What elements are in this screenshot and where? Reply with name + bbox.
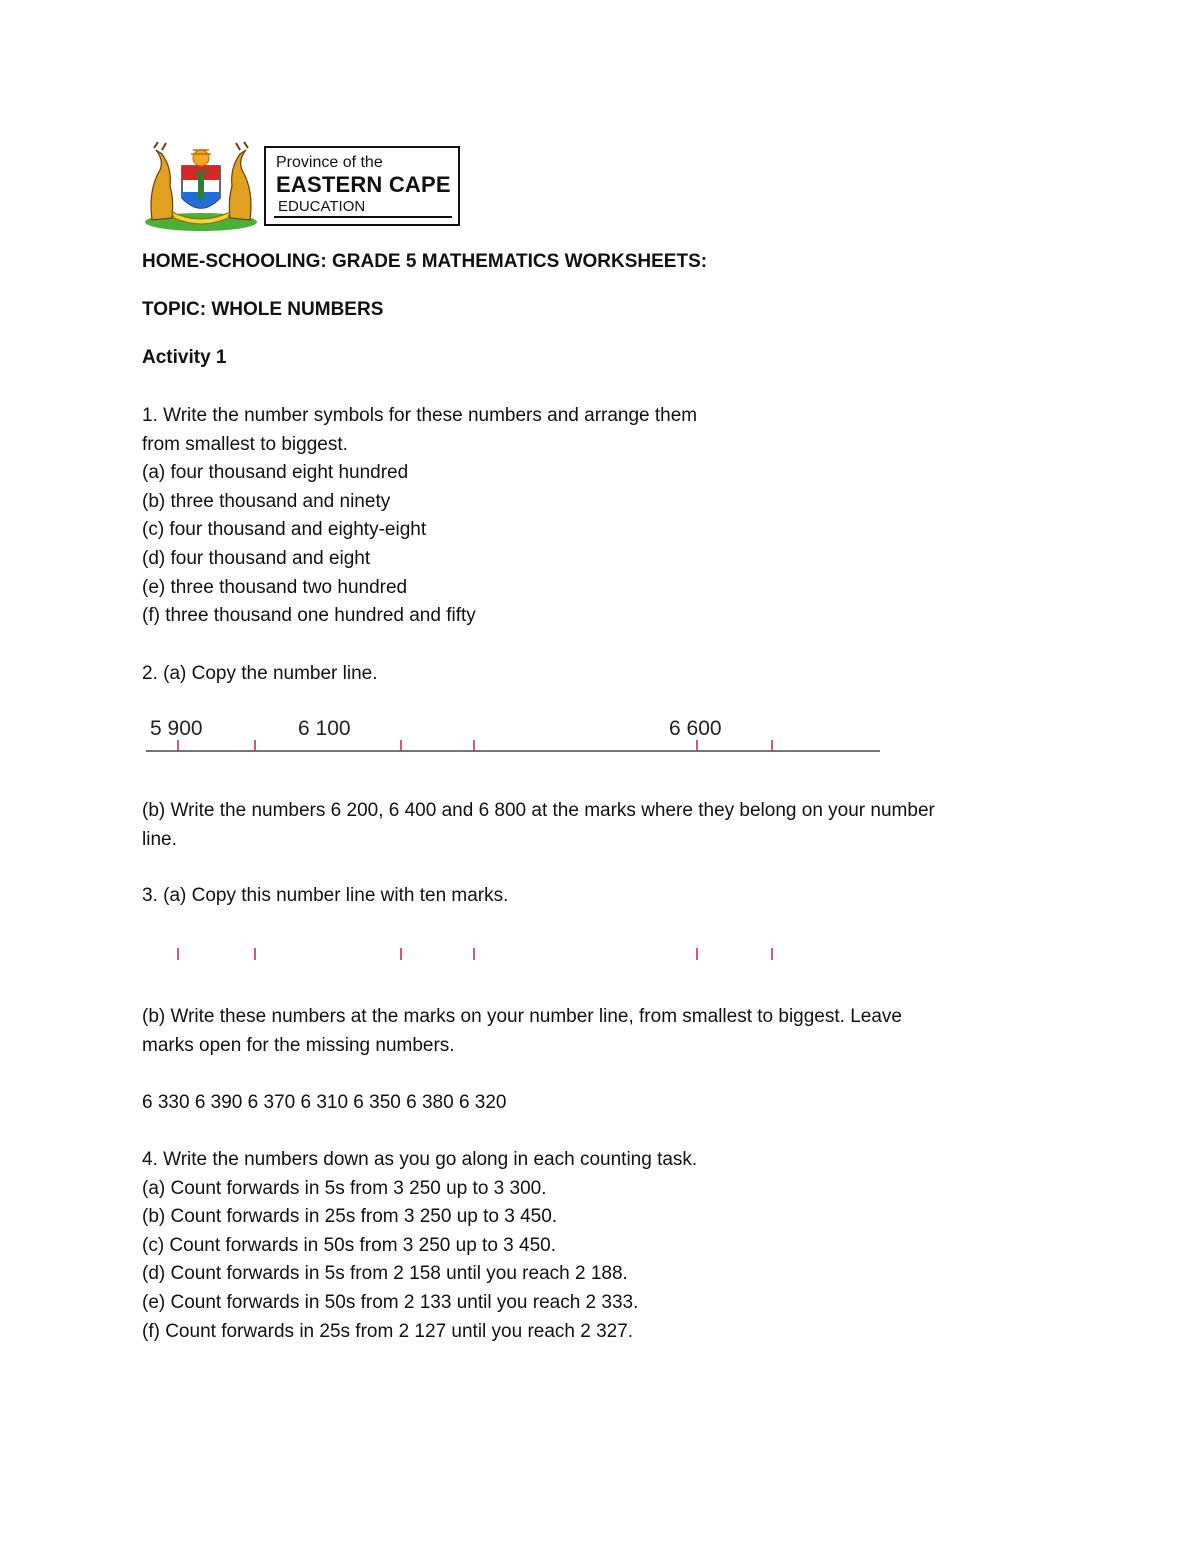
q4-item-a: (a) Count forwards in 5s from 3 250 up to 3 300. <box>142 1177 547 1199</box>
q2-label-6600: 6 600 <box>669 717 722 740</box>
q3-part-a: 3. (a) Copy this number line with ten marks. <box>142 885 509 906</box>
q1-instruction-line1: 1. Write the number symbols for these numbers and arrange them <box>142 405 698 426</box>
q1-item-e: (e) three thousand two hundred <box>142 576 408 598</box>
logo-line-province: Province of the <box>276 154 383 171</box>
q4-item-b: (b) Count forwards in 25s from 3 250 up to 3 450. <box>142 1206 558 1228</box>
q3-number-list: 6 330 6 390 6 370 6 310 6 350 6 380 6 320 <box>142 1092 507 1113</box>
logo-line-eastern-cape: EASTERN CAPE <box>276 172 451 197</box>
q3-part-b-line2: marks open for the missing numbers. <box>142 1034 455 1056</box>
topic-heading: TOPIC: WHOLE NUMBERS <box>142 299 384 320</box>
worksheet-title: HOME-SCHOOLING: GRADE 5 MATHEMATICS WORKSHEETS: <box>142 251 708 272</box>
q2-label-6100: 6 100 <box>298 717 351 740</box>
q2-part-a: 2. (a) Copy the number line. <box>142 663 378 684</box>
q4-item-d: (d) Count forwards in 5s from 2 158 until you reach 2 188. <box>142 1263 628 1285</box>
q2-number-line <box>146 717 880 751</box>
q1-item-d: (d) four thousand and eight <box>142 548 371 569</box>
q2-part-b-line2: line. <box>142 828 177 850</box>
q4-instruction: 4. Write the numbers down as you go along in each counting task. <box>142 1149 698 1170</box>
logo-line-education: EDUCATION <box>278 198 366 215</box>
q1-item-b: (b) three thousand and ninety <box>142 490 391 512</box>
activity-heading: Activity 1 <box>142 347 227 368</box>
q3-part-b-line1: (b) Write these numbers at the marks on your number line, from smallest to biggest. Leave <box>142 1006 902 1027</box>
q4-item-e: (e) Count forwards in 50s from 2 133 until you reach 2 333. <box>142 1292 639 1313</box>
q4-item-c: (c) Count forwards in 50s from 3 250 up to 3 450. <box>142 1234 556 1256</box>
q4-item-f: (f) Count forwards in 25s from 2 127 until you reach 2 327. <box>142 1320 634 1342</box>
q1-item-a: (a) four thousand eight hundred <box>142 462 409 484</box>
q3-number-line-marks <box>178 948 772 960</box>
q1-item-f: (f) three thousand one hundred and fifty <box>142 605 476 627</box>
q2-part-b-line1: (b) Write the numbers 6 200, 6 400 and 6 800 at the marks where they belong on your number <box>142 800 935 821</box>
q1-item-c: (c) four thousand and eighty-eight <box>142 519 427 541</box>
q1-instruction-line2: from smallest to biggest. <box>142 433 348 455</box>
q2-label-5900: 5 900 <box>150 717 203 740</box>
